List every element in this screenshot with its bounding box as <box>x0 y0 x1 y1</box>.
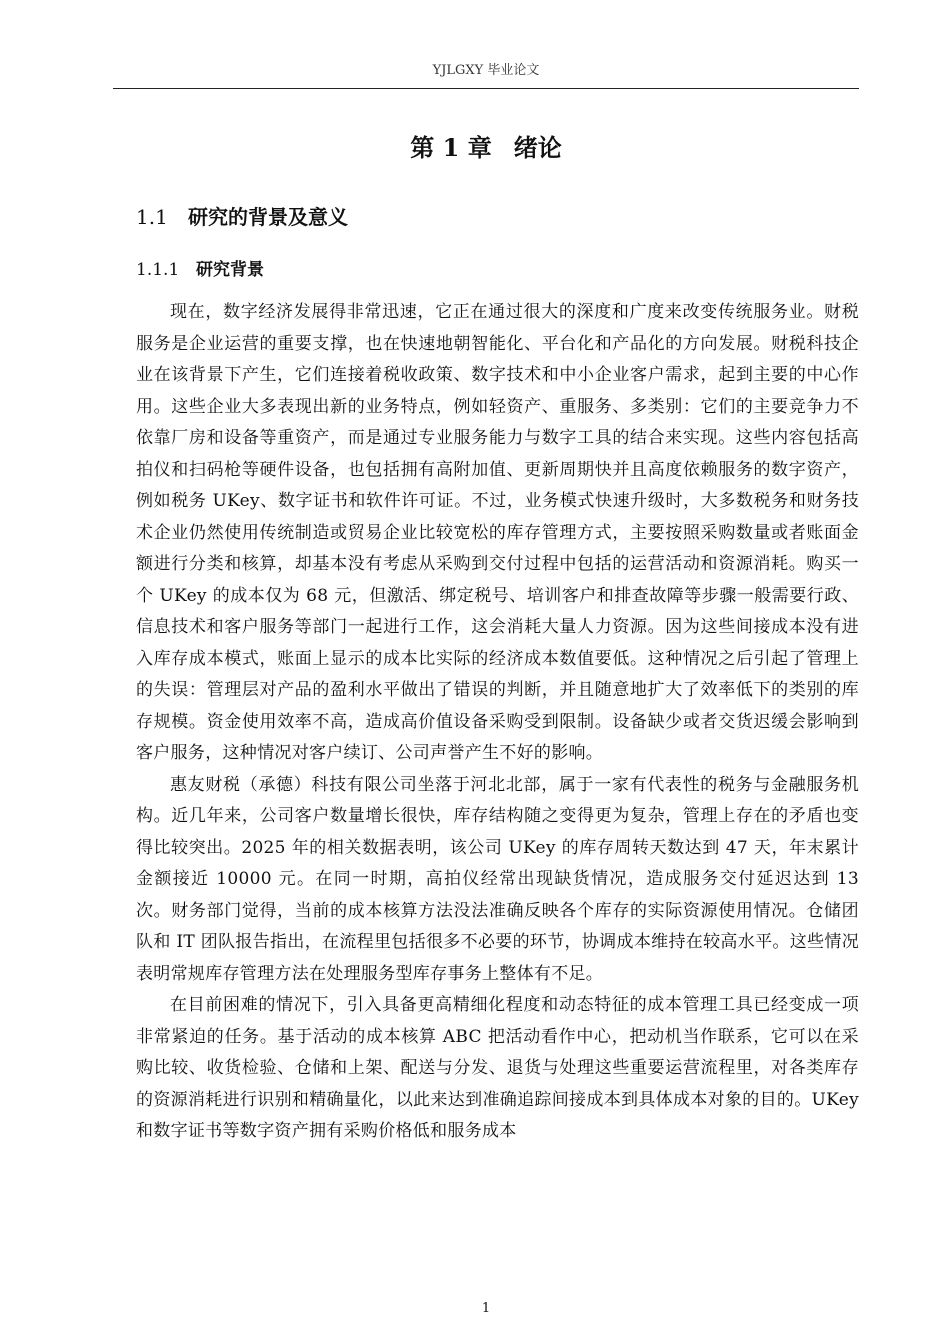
chapter-number: 第 1 章 <box>410 133 492 162</box>
chapter-title <box>113 130 859 166</box>
running-header: YJLGXY 毕业论文 <box>432 63 540 78</box>
page-number: 1 <box>481 1301 491 1316</box>
subsection-heading <box>136 256 264 284</box>
chapter-name: 绪论 <box>513 133 562 162</box>
section-title: 研究的背景及意义 <box>188 205 348 229</box>
body-text <box>136 297 859 1148</box>
subsection-number: 1.1.1 <box>136 260 180 280</box>
section-number: 1.1 <box>136 205 168 229</box>
subsection-title: 研究背景 <box>196 260 264 280</box>
section-heading <box>136 201 348 233</box>
paragraph-1: 现在，数字经济发展得非常迅速，它正在通过很大的深度和广度来改变传统服务业。财税服务是企业运营的重要支撑，也在快速地朝智能化、平台化和产品化的方向发展。财税科技企业在该背景下产生，它们连接着税收政策、数字技术和中小企业客户需求，起到主要的中心作用。这些企业大多表现出新的业务特点，例如轻资产、重服务、多类别：它们的主要竞争力不依靠厂房和设备等重资产，而是通过专业服务能力与数字工具的结合来实现。这些内容包括高拍仪和扫码枪等硬件设备，也包括拥有高附加值、更新周期快并且高度依赖服务的数字资产，例如税务 UKey、数字证书和软件许可证。不过，业务模式快速升级时，大多数税务和财务技术企业仍然使用传统制造或贸易企业比较宽松的库存管理方式，主要按照采购数量或者账面金额进行分类和核算，却基本没有考虑从采购到交付过程中包括的运营活动和资源消耗。购买一个 UKey 的成本仅为 68 元，但激活、绑定税号、培训客户和排查故障等步骤一般需要行政、信息技术和客户服务等部门一起进行工作，这会消耗大量人力资源。因为这些间接成本没有进入库存成本模式，账面上显示的成本比实际的经济成本数值要低。这种情况之后引起了管理上的失误：管理层对产品的盈利水平做出了错误的判断，并且随意地扩大了效率低下的类别的库存规模。资金使用效率不高，造成高价值设备采购受到限制。设备缺少或者交货迟缓会影响到客户服务，这种情况对客户续订、公司声誉产生不好的影响。 <box>136 302 859 763</box>
paragraph-3: 在目前困难的情况下，引入具备更高精细化程度和动态特征的成本管理工具已经变成一项非常紧迫的任务。基于活动的成本核算 ABC 把活动看作中心，把动机当作联系，它可以在采购比较、收货检验、仓储和上架、配送与分发、退货与处理这些重要运营流程里，对各类库存的资源消耗进行识别和精确量化，以此来达到准确追踪间接成本到具体成本对象的目的。UKey 和数字证书等数字资产拥有采购价格低和服务成本 <box>136 995 859 1141</box>
paragraph-2: 惠友财税（承德）科技有限公司坐落于河北北部，属于一家有代表性的税务与金融服务机构。近几年来，公司客户数量增长很快，库存结构随之变得更为复杂，管理上存在的矛盾也变得比较突出。2025 年的相关数据表明，该公司 UKey 的库存周转天数达到 47 天，年末累计金额接近 10000 元。在同一时期，高拍仪经常出现缺货情况，造成服务交付延迟达到 13 次。财务部门觉得，当前的成本核算方法没法准确反映各个库存的实际资源使用情况。仓储团队和 IT 团队报告指出，在流程里包括很多不必要的环节，协调成本维持在较高水平。这些情况表明常规库存管理方法在处理服务型库存事务上整体有不足。 <box>136 774 859 984</box>
header-rule <box>113 88 859 89</box>
